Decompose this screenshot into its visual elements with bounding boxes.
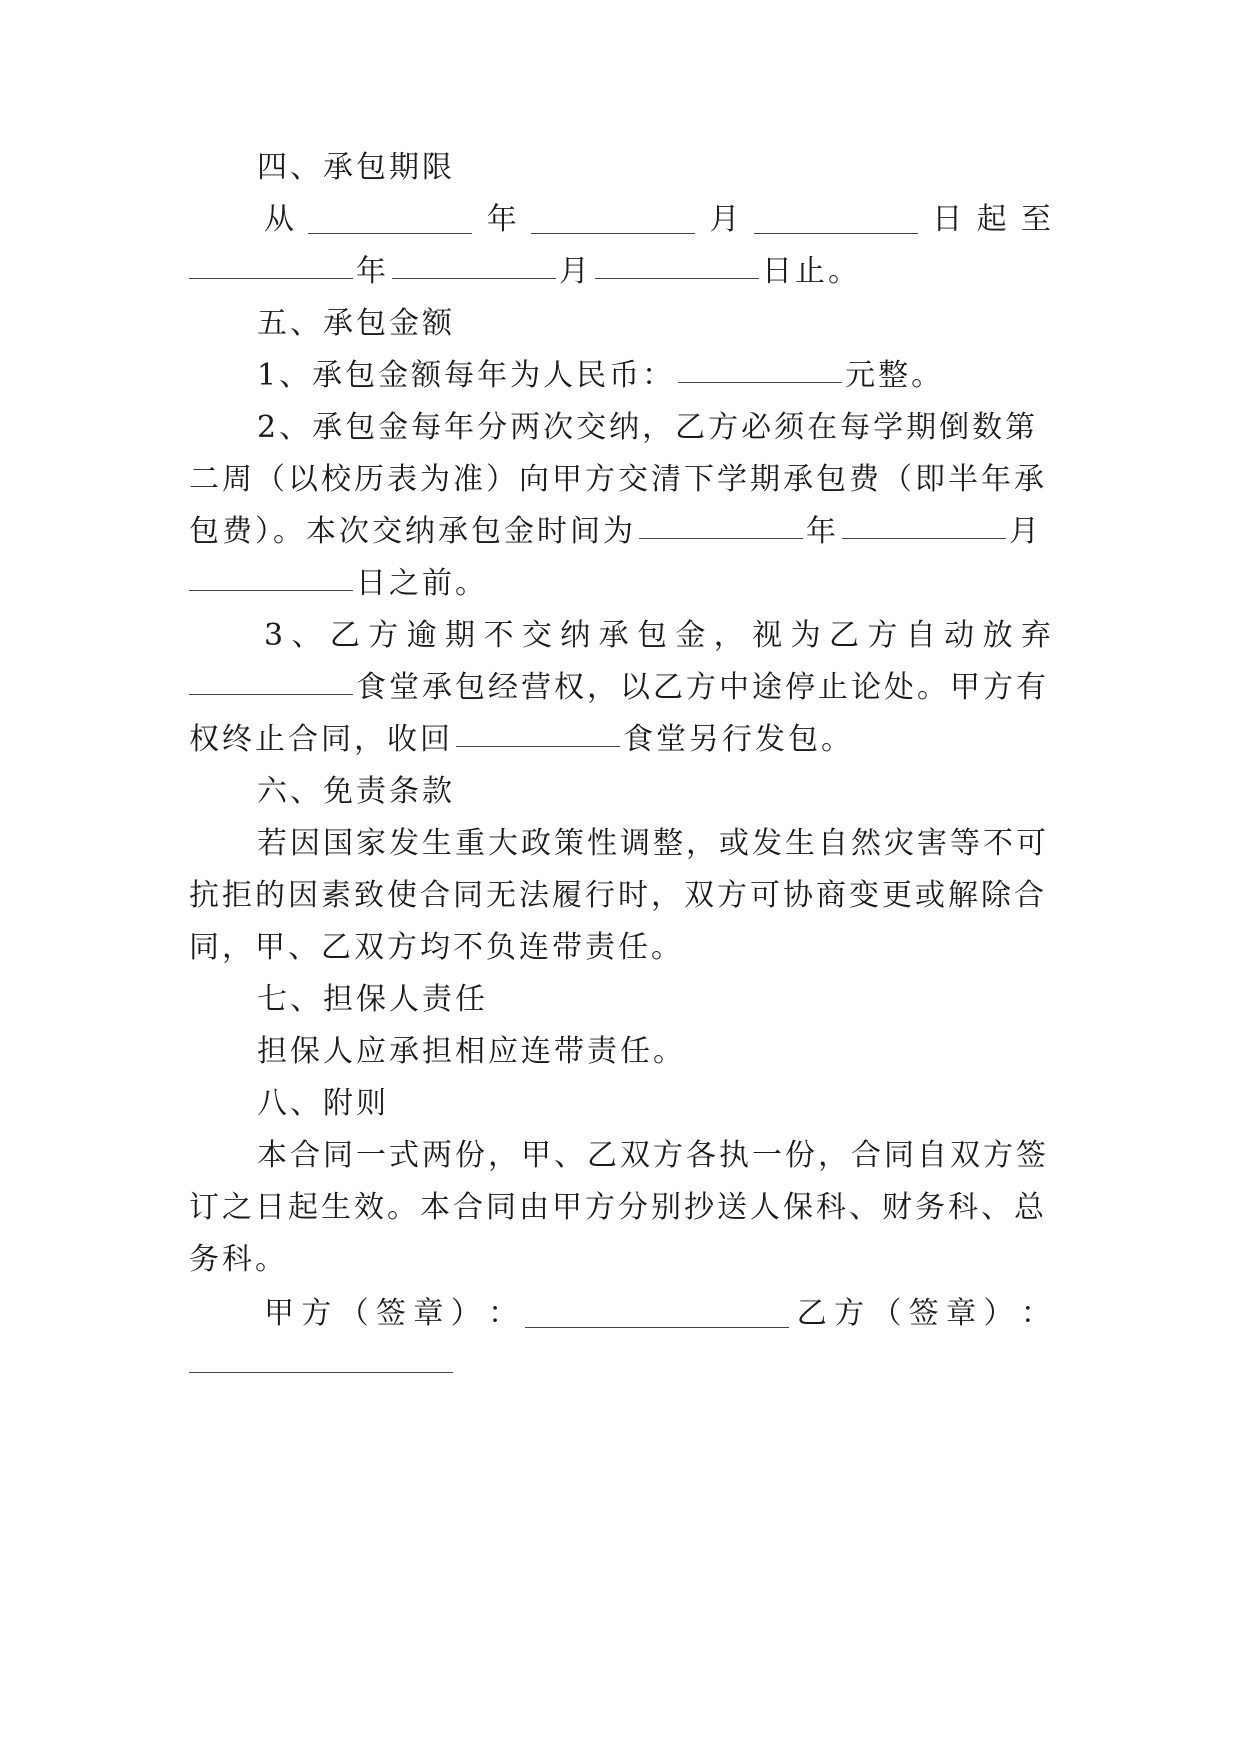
clause-char: 交	[521, 618, 552, 653]
term-text: 日	[932, 202, 963, 237]
clause-text: 年	[806, 514, 839, 549]
clause-text: 元整。	[845, 358, 945, 393]
clause-text: 包费）。本次交纳承包金时间为	[189, 514, 636, 549]
party-a-signature-blank[interactable]	[525, 1327, 789, 1328]
clause-char: 动	[944, 618, 975, 653]
end-month-blank[interactable]	[392, 278, 556, 279]
clause-char: 放	[982, 618, 1013, 653]
party-b-label-char: 乙	[796, 1296, 827, 1331]
term-text: 年	[356, 254, 389, 289]
party-a-label-char: 章	[413, 1296, 444, 1331]
term-text: 日止。	[762, 254, 861, 289]
clause-char: ，	[713, 618, 744, 653]
clause-char: 自	[905, 618, 936, 653]
party-b-signature-blank[interactable]	[189, 1372, 453, 1373]
clause-char: 包	[637, 618, 667, 653]
clause-text: 1、承包金额每年为人民币：	[257, 358, 676, 393]
annual-amount-blank[interactable]	[678, 382, 842, 383]
clause-char: 、	[291, 618, 322, 653]
end-day-blank[interactable]	[595, 278, 759, 279]
clause-char: 方	[867, 618, 898, 653]
exemption-line-1: 若因国家发生重大政策性调整，或发生自然灾害等不可	[257, 826, 1049, 861]
party-b-label-char: 签	[908, 1296, 939, 1331]
supplementary-line-2: 订之日起生效。本合同由甲方分别抄送人保科、财务科、总	[189, 1190, 1047, 1225]
term-period-line-1	[264, 200, 1051, 240]
clause-text: 月	[1009, 514, 1042, 549]
amount-clause-2-line-3	[189, 512, 1051, 552]
supplementary-line-1: 本合同一式两份，甲、乙双方各执一份，合同自双方签	[257, 1138, 1049, 1173]
amount-clause-2-line-4	[189, 564, 1051, 604]
party-a-label-char: 甲	[264, 1296, 294, 1331]
canteen-name-blank-2[interactable]	[456, 746, 620, 747]
clause-char: 不	[483, 618, 514, 653]
clause-char: 承	[598, 618, 629, 653]
amount-clause-2-line-2: 二周（以校历表为准）向甲方交清下学期承包费（即半年承	[189, 462, 1047, 497]
canteen-name-blank[interactable]	[189, 694, 353, 695]
payment-month-blank[interactable]	[842, 538, 1006, 539]
party-a-label-char: 签	[376, 1296, 407, 1331]
term-period-line-2	[189, 252, 1051, 292]
party-a-label-char: 方	[301, 1296, 332, 1331]
clause-char: 为	[790, 618, 821, 653]
party-b-label-char: 方	[834, 1296, 865, 1331]
section-6-title: 六、免责条款	[257, 774, 455, 809]
exemption-line-3: 同，甲、乙双方均不负连带责任。	[189, 930, 684, 965]
section-8-title: 八、附则	[257, 1086, 389, 1121]
amount-clause-3-line-2	[189, 668, 1051, 708]
amount-clause-3-line-3	[189, 720, 1051, 760]
clause-char: 视	[752, 618, 783, 653]
clause-char: 期	[445, 618, 476, 653]
clause-char: 乙	[828, 618, 859, 653]
clause-char: 3	[264, 618, 284, 653]
clause-char: 乙	[329, 618, 360, 653]
amount-clause-2-line-1: 2、承包金每年分两次交纳，乙方必须在每学期倒数第	[257, 410, 1039, 445]
party-b-label-char: （	[871, 1296, 902, 1331]
section-4-title: 四、承包期限	[257, 150, 455, 185]
clause-char: 弃	[1020, 618, 1051, 653]
amount-clause-3-line-1	[264, 616, 1051, 656]
party-b-label-char: ）	[983, 1296, 1014, 1331]
clause-char: 金	[675, 618, 706, 653]
party-b-signature-line	[189, 1346, 1051, 1386]
start-day-blank[interactable]	[754, 233, 918, 234]
payment-year-blank[interactable]	[639, 538, 803, 539]
exemption-line-2: 抗拒的因素致使合同无法履行时，双方可协商变更或解除合	[189, 878, 1047, 913]
section-7-title: 七、担保人责任	[257, 982, 488, 1017]
clause-text: 权终止合同，收回	[189, 722, 453, 757]
signature-line	[264, 1294, 1051, 1334]
section-5-title: 五、承包金额	[257, 306, 455, 341]
party-b-label-char: 章	[946, 1296, 977, 1331]
term-text: 从	[264, 202, 294, 237]
term-text: 月	[709, 202, 740, 237]
term-text: 起	[976, 202, 1007, 237]
party-a-label-char: ：	[488, 1296, 519, 1331]
party-a-label-char: （	[338, 1296, 369, 1331]
term-text: 至	[1021, 202, 1051, 237]
party-b-label-char: ：	[1020, 1296, 1051, 1331]
clause-text: 日之前。	[356, 566, 488, 601]
clause-char: 方	[368, 618, 399, 653]
end-year-blank[interactable]	[189, 278, 353, 279]
term-text: 年	[486, 202, 517, 237]
supplementary-line-3: 务科。	[189, 1242, 288, 1277]
clause-char: 逾	[406, 618, 437, 653]
party-a-label-char: ）	[450, 1296, 481, 1331]
term-text: 月	[559, 254, 592, 289]
clause-char: 纳	[560, 618, 591, 653]
clause-text: 食堂承包经营权，以乙方中途停止论处。甲方有	[356, 670, 1049, 705]
clause-text: 食堂另行发包。	[623, 722, 854, 757]
start-year-blank[interactable]	[308, 233, 472, 234]
guarantor-line-1: 担保人应承担相应连带责任。	[257, 1034, 686, 1069]
payment-day-blank[interactable]	[189, 590, 353, 591]
amount-clause-1	[257, 356, 1051, 396]
start-month-blank[interactable]	[531, 233, 695, 234]
